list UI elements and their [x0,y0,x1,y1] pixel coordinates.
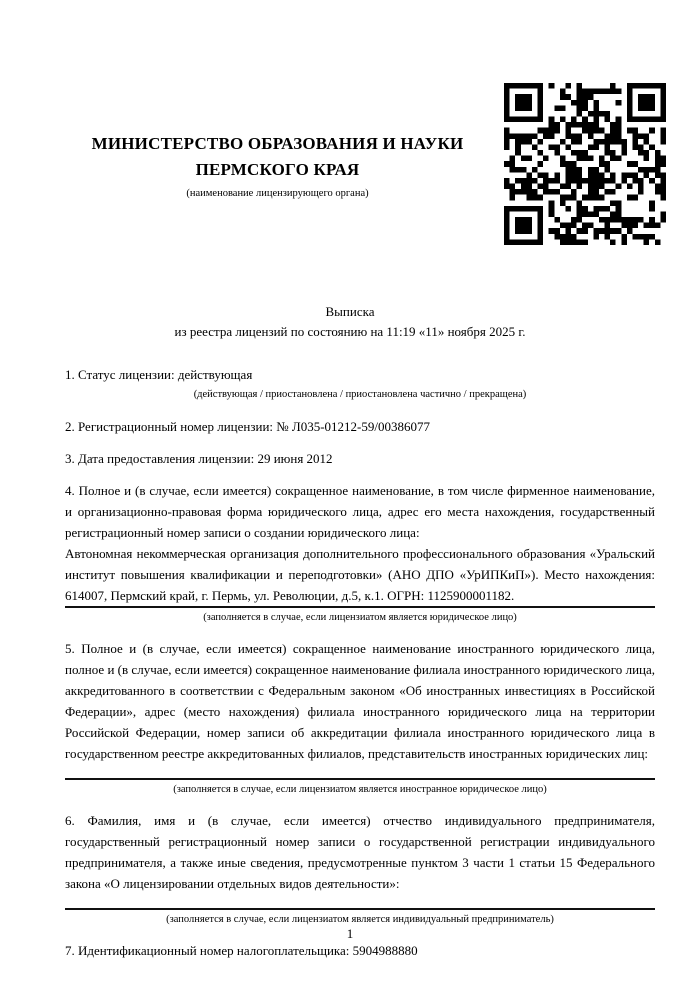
licensing-authority-header [60,131,495,201]
license-date-text: 3. Дата предоставления лицензии: 29 июня 2012 [65,451,333,466]
legal-entity-caption: (заполняется в случае, если лицензиатом является юридическое лицо) [203,612,517,623]
foreign-entity-value [65,764,655,780]
page-number: 1 [346,926,354,941]
item-license-date [65,448,655,469]
document-title-line1: Выписка [325,304,375,319]
license-status-caption: (действующая / приостановлена / приостановлена частично / прекращена) [193,389,527,400]
item-license-status [65,364,655,402]
item-taxpayer-number [65,940,655,961]
legal-entity-text: 4. Полное и (в случае, если имеется) сокращенное наименование, в том числе фирменное наименование, и организационно-правовая форма юридического лица, адрес его места нахождения, государственный регистрационный номер записи о создании юридического лица: [65,483,655,540]
foreign-entity-caption: (заполняется в случае, если лицензиатом является иностранное юридическое лицо) [173,784,547,795]
item-legal-entity [65,480,655,625]
individual-entrepreneur-value [65,894,655,910]
foreign-entity-text: 5. Полное и (в случае, если имеется) сокращенное наименование иностранного юридического лица, полное и (в случае, если имеется) сокращенное наименование филиала иностранного юридического лица, аккредитованного в соответствии с Федеральным законом «Об иностранных инвестициях в Российской Федерации», адрес (место нахождения) филиала иностранного юридического лица на территории Российской Федерации, номер записи об аккредитации филиала иностранного юридического лица в государственном реестре аккредитованных филиалов, представительств иностранных юридических лиц: [65,641,655,761]
ministry-name-line2: ПЕРМСКОГО КРАЯ [195,160,360,179]
legal-entity-value: Автономная некоммерческая организация дополнительного профессионального образования «Уральский институт повышения квалификации и переподготовки» (АНО ДПО «УрИПКиП»). Место нахождения: 614007, Пермский край, г. Пермь, ул. Революции, д.5, к.1. ОГРН: 1125900001182. [65,543,655,608]
qr-code [504,83,666,245]
ministry-name-line1: МИНИСТЕРСТВО ОБРАЗОВАНИЯ И НАУКИ [91,134,464,153]
item-foreign-entity [65,638,655,797]
document-body [65,364,655,972]
individual-entrepreneur-text: 6. Фамилия, имя и (в случае, если имеется) отчество индивидуального предпринимателя, государственный регистрационный номер записи о государственной регистрации индивидуального предпринимателя, а также иные сведения, предусмотренные пунктом 3 части 1 статьи 15 Федерального закона «О лицензировании отдельных видов деятельности»: [65,813,655,891]
document-title [0,302,700,342]
license-status-text: 1. Статус лицензии: действующая [65,367,253,382]
individual-entrepreneur-caption: (заполняется в случае, если лицензиатом является индивидуальный предприниматель) [166,914,554,925]
item-individual-entrepreneur [65,810,655,927]
registration-number-text: 2. Регистрационный номер лицензии: № Л035-01212-59/00386077 [65,419,431,434]
ministry-caption: (наименование лицензирующего органа) [186,188,369,199]
item-registration-number [65,416,655,437]
taxpayer-number-text: 7. Идентификационный номер налогоплательщика: 5904988880 [65,943,418,958]
document-title-line2: из реестра лицензий по состоянию на 11:19 «11» ноября 2025 г. [174,324,526,339]
